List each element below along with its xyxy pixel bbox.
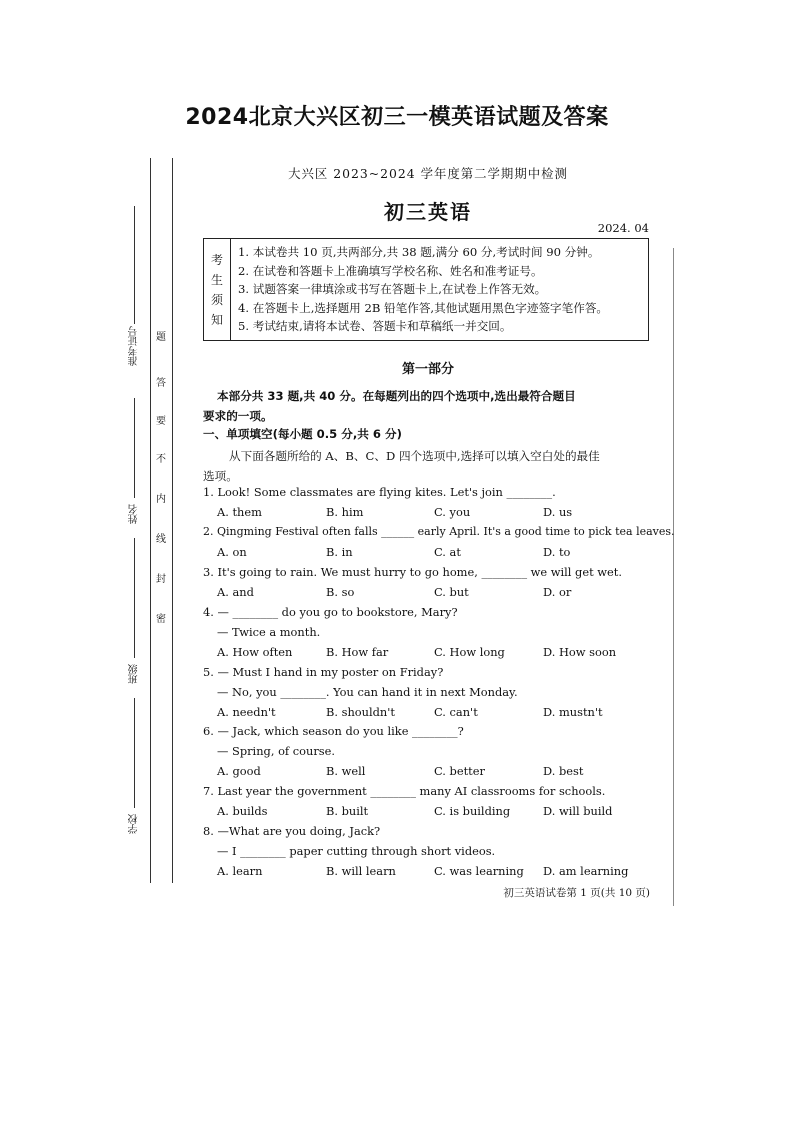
question-line: 6. — Jack, which season do you like ________?	[203, 724, 464, 738]
option-c: C. can't	[434, 705, 478, 719]
option-d: D. will build	[543, 804, 613, 818]
notice-label-char: 知	[210, 313, 223, 327]
exam-page	[120, 158, 675, 906]
notice-item: 1. 本试卷共 10 页,共两部分,共 38 题,满分 60 分,考试时间 90 分钟。	[238, 245, 600, 259]
option-d: D. am learning	[543, 864, 629, 878]
option-b: B. will learn	[326, 864, 396, 878]
option-d: D. or	[543, 585, 572, 599]
option-a: A. learn	[217, 864, 263, 878]
option-a: A. on	[217, 545, 247, 559]
question-line: 4. — ________ do you go to bookstore, Mary?	[203, 605, 458, 619]
question-line: 2. Qingming Festival often falls ______ early April. It's a good time to pick tea leaves.	[203, 525, 675, 538]
seal-char: 封	[156, 574, 166, 585]
option-a: A. How often	[217, 645, 293, 659]
binding-line-outer	[150, 158, 151, 883]
class-rule	[134, 538, 135, 658]
option-c: C. was learning	[434, 864, 524, 878]
option-d: D. us	[543, 505, 573, 519]
binding-line-inner	[172, 158, 173, 883]
option-b: B. so	[326, 585, 355, 599]
paper-date: 2024. 04	[597, 221, 649, 235]
page-footer: 初三英语试卷第 1 页(共 10 页)	[503, 887, 650, 899]
question-line: — No, you ________. You can hand it in next Monday.	[217, 685, 518, 699]
section-title: 一、单项填空(每小题 0.5 分,共 6 分)	[203, 427, 402, 441]
instruction-line: 从下面各题所给的 A、B、C、D 四个选项中,选择可以填入空白处的最佳	[229, 449, 600, 463]
option-a: A. needn't	[217, 705, 276, 719]
option-c: C. you	[434, 505, 471, 519]
option-c: C. at	[434, 545, 461, 559]
option-d: D. to	[543, 545, 571, 559]
question-line: 1. Look! Some classmates are flying kites. Let's join ________.	[203, 485, 556, 499]
option-c: C. is building	[434, 804, 511, 818]
seal-char: 题	[156, 332, 166, 343]
notice-item: 5. 考试结束,请将本试卷、答题卡和草稿纸一并交回。	[238, 319, 512, 334]
part-intro-line: 要求的一项。	[203, 409, 273, 423]
notice-label-char: 生	[210, 273, 223, 287]
question-line: 5. — Must I hand in my poster on Friday?	[203, 665, 444, 679]
seal-char: 内	[156, 494, 166, 505]
part-intro-line: 本部分共 33 题,共 40 分。在每题列出的四个选项中,选出最符合题目	[217, 389, 576, 403]
notice-label-char: 须	[210, 293, 223, 307]
option-d: D. best	[543, 764, 584, 778]
page-right-edge	[673, 248, 674, 906]
notice-item: 3. 试题答案一律填涂或书写在答题卡上,在试卷上作答无效。	[238, 282, 547, 297]
school-label: 学校	[128, 814, 140, 834]
option-b: B. How far	[326, 645, 389, 659]
option-c: C. but	[434, 585, 469, 599]
seal-char: 答	[156, 378, 166, 389]
option-c: C. better	[434, 764, 485, 778]
question-line: — I ________ paper cutting through short videos.	[217, 844, 496, 858]
notice-items	[238, 243, 648, 336]
paper-title: 初三英语	[384, 200, 472, 224]
seal-char: 密	[156, 614, 166, 625]
exam-header: 大兴区 2023~2024 学年度第二学期期中检测	[288, 166, 568, 181]
option-b: B. him	[326, 505, 364, 519]
question-line: 7. Last year the government ________ many AI classrooms for schools.	[203, 784, 606, 798]
notice-item: 2. 在试卷和答题卡上准确填写学校名称、姓名和准考证号。	[238, 263, 543, 278]
question-line: — Twice a month.	[217, 625, 321, 639]
seal-char: 不	[156, 454, 166, 465]
seal-char: 要	[156, 416, 166, 427]
option-b: B. built	[326, 804, 369, 818]
class-label: 班级	[128, 664, 140, 684]
question-line: — Spring, of course.	[217, 744, 335, 758]
option-a: A. and	[217, 585, 254, 599]
notice-box	[203, 238, 649, 341]
name-label: 姓名	[128, 504, 140, 524]
document-title: 2024北京大兴区初三一模英语试题及答案	[185, 105, 609, 130]
option-d: D. mustn't	[543, 705, 603, 719]
part-intro	[203, 386, 653, 426]
section-instruction	[203, 446, 653, 486]
option-a: A. good	[217, 764, 261, 778]
notice-item: 4. 在答题卡上,选择题用 2B 铅笔作答,其他试题用黑色字迹签字笔作答。	[238, 300, 609, 315]
option-d: D. How soon	[543, 645, 617, 659]
question-line: 3. It's going to rain. We must hurry to go home, ________ we will get wet.	[203, 565, 622, 579]
option-a: A. builds	[217, 804, 268, 818]
question-line: 8. —What are you doing, Jack?	[203, 824, 381, 838]
school-rule	[134, 698, 135, 808]
name-rule	[134, 398, 135, 498]
option-c: C. How long	[434, 645, 505, 659]
option-b: B. shouldn't	[326, 705, 395, 719]
notice-label-char: 考	[210, 253, 223, 267]
exam-no-label: 准考证号	[128, 326, 140, 366]
exam-no-rule	[134, 206, 135, 324]
seal-char: 线	[156, 534, 166, 545]
notice-label	[204, 239, 231, 340]
option-a: A. them	[217, 505, 262, 519]
option-b: B. in	[326, 545, 353, 559]
instruction-line: 选项。	[203, 469, 238, 483]
option-b: B. well	[326, 764, 366, 778]
part-title: 第一部分	[401, 362, 454, 377]
